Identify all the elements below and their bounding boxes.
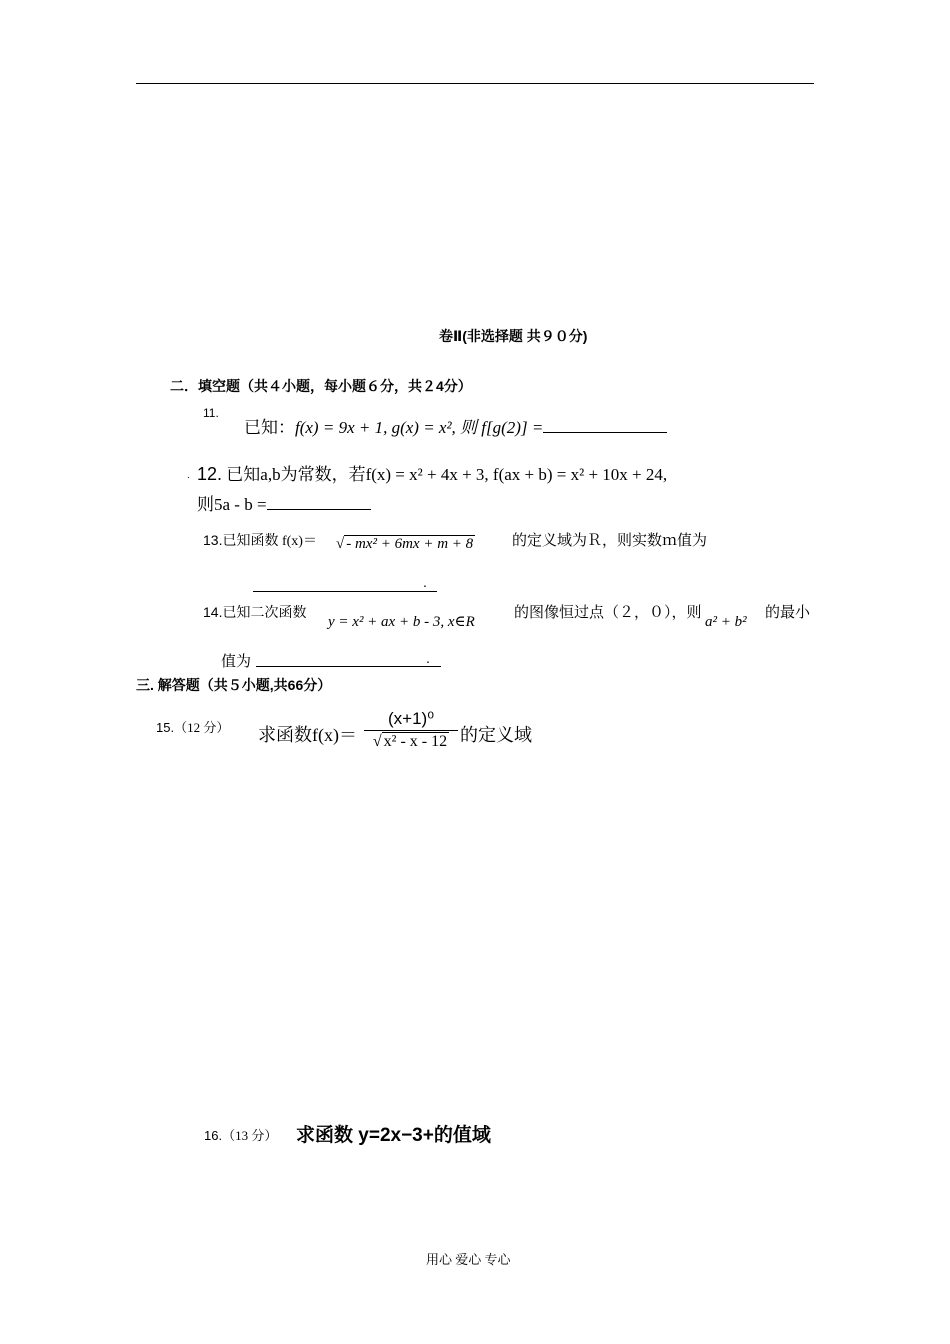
q16-text: 求函数 y=2x−3+的值域	[296, 1125, 491, 1146]
q15-radicand: x² - x - 12	[383, 733, 448, 750]
q13-text-before: 已知函数 f(x)＝	[222, 534, 317, 549]
volume-title: 卷Ⅱ(非选择题 共９０分)	[439, 328, 588, 344]
q14-formula2: a² + b²	[705, 614, 747, 630]
q11-text	[244, 413, 667, 438]
q14-number: 14.	[203, 604, 223, 620]
q13-text-after: 的定义域为Ｒ，则实数ｍ值为	[512, 533, 708, 549]
q15-text-after: 的定义域	[460, 725, 532, 745]
q15-score: （12 分）	[174, 720, 230, 735]
q15-label	[156, 717, 229, 736]
q13-line	[203, 530, 317, 550]
q13-answer-blank	[253, 591, 437, 592]
q15-fraction	[364, 708, 458, 753]
q12-marker: .	[187, 470, 190, 481]
q14-line2: 值为	[221, 654, 252, 670]
q16-score: （13 分）	[222, 1128, 278, 1143]
q11-formula: f(x) = 9x + 1, g(x) = x², 则 f[g(2)] =	[295, 418, 544, 437]
q14-text-before: 已知二次函数	[222, 606, 307, 621]
q12-formula-line1: 已知a,b为常数，若f(x) = x² + 4x + 3, f(ax + b) = x² + 10x + 24,	[226, 465, 668, 484]
q15-text-before: 求函数f(x)＝	[258, 725, 357, 745]
q14-text-after: 的最小	[765, 605, 811, 621]
q14-formula: y = x² + ax + b - 3, x∈R	[328, 614, 475, 630]
q15-number: 15.	[156, 720, 175, 735]
q12-line2	[197, 490, 371, 515]
q14-line	[203, 602, 306, 622]
q12-line1	[197, 460, 667, 485]
section2-heading: 二．填空题（共４小题，每小题６分，共２4分）	[170, 378, 472, 394]
q14-answer-blank	[256, 666, 441, 667]
footer-text: 用心 爱心 专心	[426, 1252, 511, 1267]
q16-line	[204, 1125, 277, 1144]
q15-numerator: (x+1)⁰	[387, 709, 435, 728]
q13-sqrt-sign: √	[336, 536, 345, 552]
q16-number: 16.	[204, 1128, 223, 1143]
q13-number: 13.	[203, 532, 223, 548]
q15-denominator	[364, 731, 458, 753]
header-rule	[136, 83, 814, 84]
q14-text-mid: 的图像恒过点（２，０），则	[514, 605, 702, 621]
q11-answer-blank	[543, 431, 667, 433]
q15-sqrt-sign: √	[372, 733, 382, 750]
q12-answer-blank	[267, 508, 371, 510]
q13-answer-dot: .	[423, 574, 427, 590]
q12-number: 12.	[197, 464, 223, 484]
q13-radicand: - mx² + 6mx + m + 8	[346, 536, 474, 552]
q13-radical	[336, 536, 475, 553]
q11-label: 已知：	[244, 418, 295, 437]
q12-formula-line2: 则5a - b =	[197, 495, 267, 514]
section3-heading: 三. 解答题（共５小题,共66分）	[136, 677, 332, 693]
q11-number: 11.	[203, 406, 219, 420]
q14-answer-dot: .	[426, 650, 430, 666]
